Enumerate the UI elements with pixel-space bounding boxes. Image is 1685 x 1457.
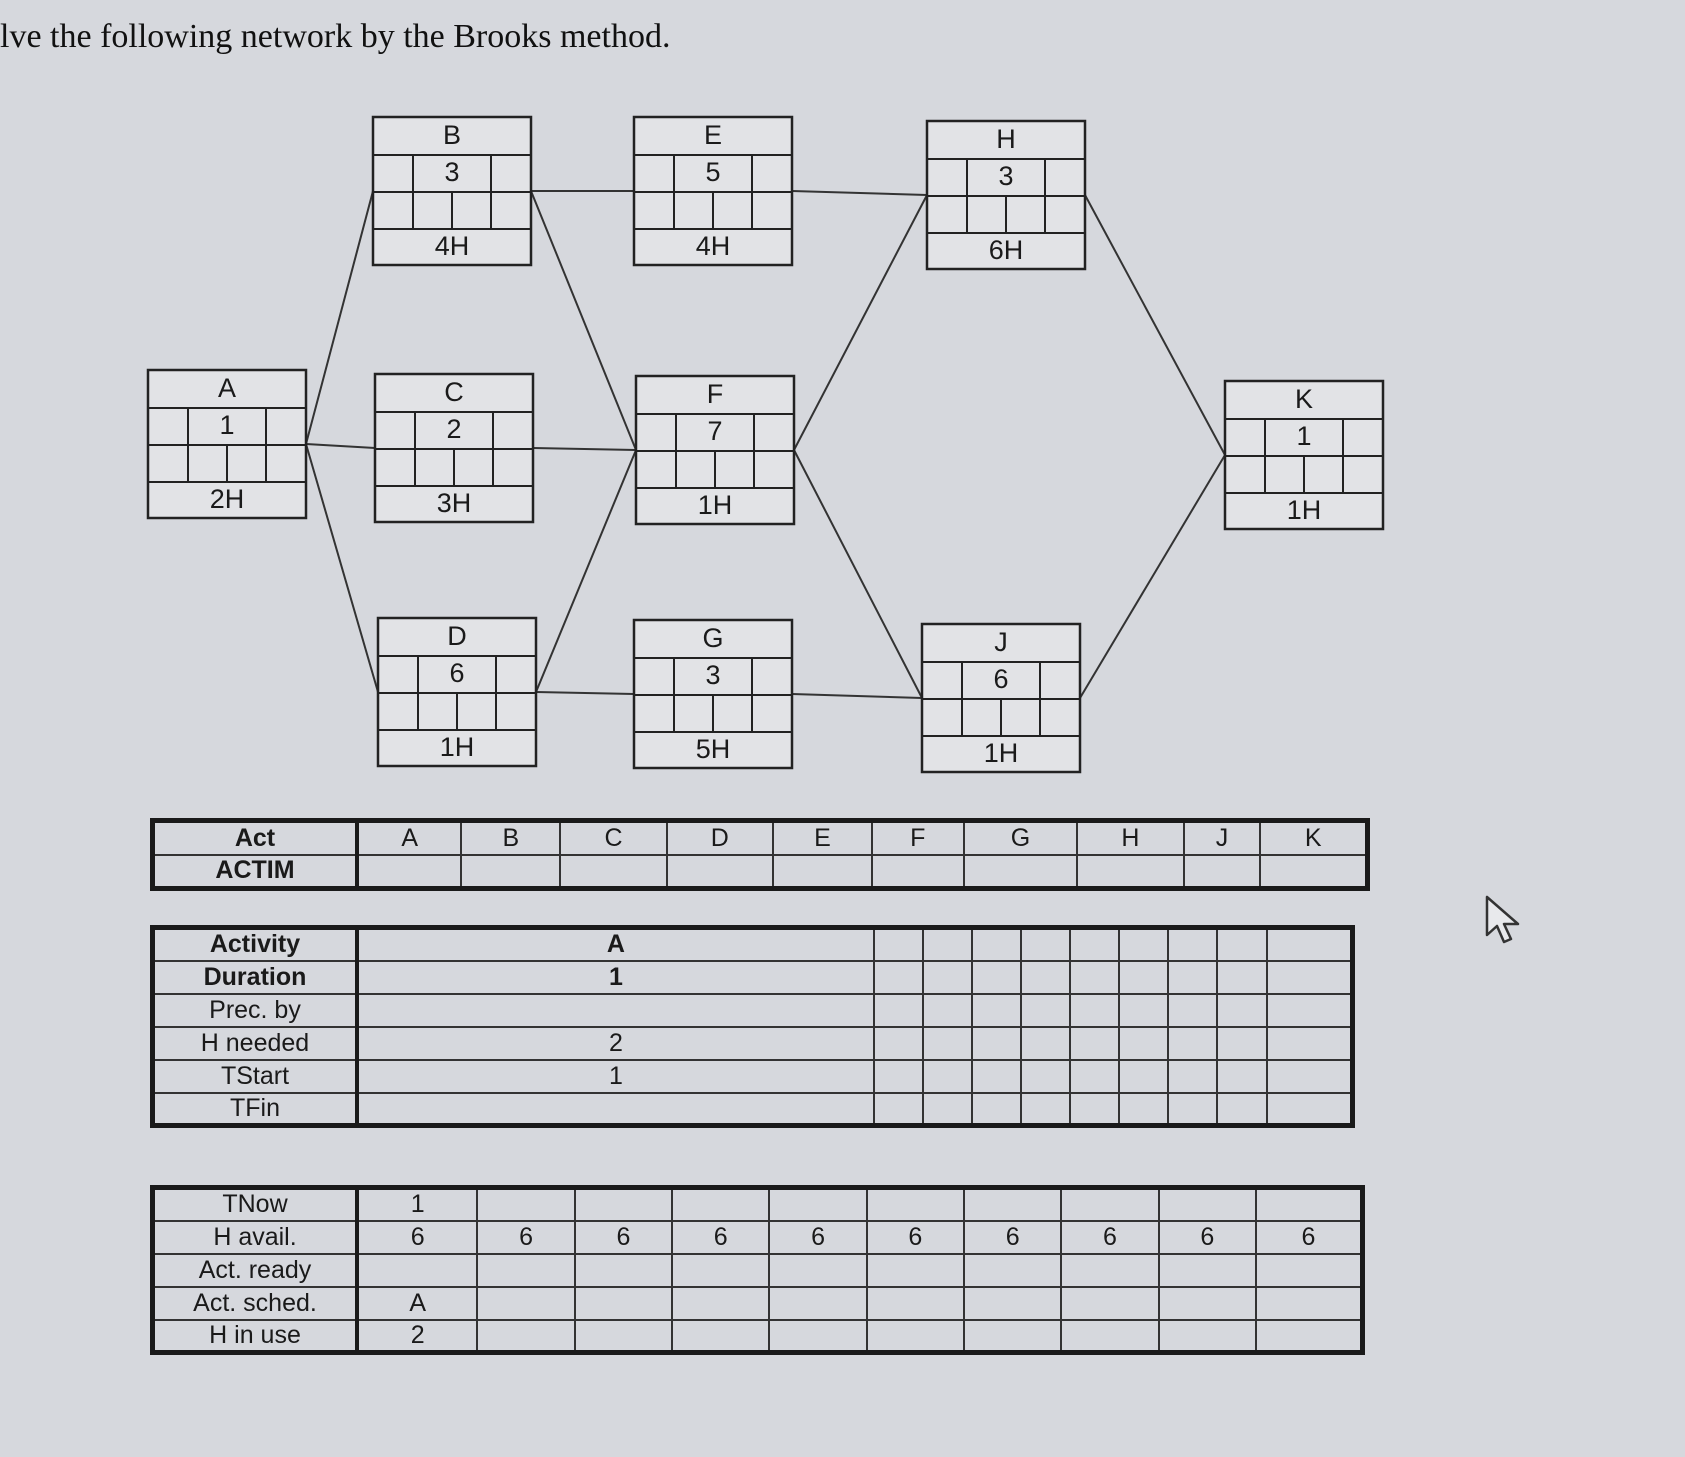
- schedule-table: [150, 1185, 1365, 1355]
- actim-col-b: B: [461, 821, 560, 855]
- schedule-cell: A: [357, 1287, 477, 1320]
- activity-cell: [1021, 1093, 1070, 1126]
- precedence-edge-b-f: [531, 191, 636, 450]
- activity-cell: [1119, 928, 1168, 961]
- precedence-edge-h-k: [1085, 195, 1225, 455]
- schedule-cell: [477, 1287, 574, 1320]
- actim-cell: [1077, 855, 1183, 889]
- node-duration: 3: [705, 660, 721, 691]
- node-duration: 7: [707, 416, 723, 447]
- activity-cell: [1021, 928, 1070, 961]
- schedule-cell: 6: [357, 1221, 477, 1254]
- arrow-cursor-icon: [1484, 895, 1524, 945]
- activity-cell: [1168, 961, 1217, 994]
- schedule-cell: [1256, 1254, 1363, 1287]
- activity-cell: [923, 1093, 972, 1126]
- activity-cell: [972, 1093, 1021, 1126]
- activity-cell: [874, 928, 923, 961]
- actim-cell: [872, 855, 964, 889]
- schedule-cell: [357, 1254, 477, 1287]
- activity-cell: [874, 994, 923, 1027]
- schedule-cell: [477, 1254, 574, 1287]
- activity-row-label: Prec. by: [153, 994, 358, 1027]
- precedence-edge-d-f: [536, 450, 636, 692]
- activity-cell: [1168, 1060, 1217, 1093]
- node-resources: 1H: [1286, 495, 1322, 526]
- precedence-edge-d-g: [536, 692, 634, 694]
- schedule-cell: [1256, 1320, 1363, 1353]
- schedule-cell: [769, 1188, 866, 1221]
- schedule-cell: 6: [964, 1221, 1061, 1254]
- schedule-cell: [477, 1188, 574, 1221]
- activity-node-j: [922, 624, 1080, 772]
- schedule-cell: [672, 1188, 769, 1221]
- schedule-cell: [575, 1254, 672, 1287]
- activity-cell: [1168, 994, 1217, 1027]
- activity-node-g: [634, 620, 792, 768]
- precedence-edge-c-f: [533, 448, 636, 450]
- activity-cell: [1267, 1027, 1353, 1060]
- activity-cell: [923, 1027, 972, 1060]
- schedule-cell: [672, 1320, 769, 1353]
- activity-cell: [1267, 1060, 1353, 1093]
- activity-node-d: [378, 618, 536, 766]
- actim-col-e: E: [773, 821, 872, 855]
- node-label: D: [447, 621, 467, 652]
- activity-cell: [1021, 961, 1070, 994]
- actim-cell: [1184, 855, 1261, 889]
- schedule-cell: [964, 1320, 1061, 1353]
- schedule-cell: 6: [575, 1221, 672, 1254]
- schedule-cell: [1061, 1188, 1158, 1221]
- actim-col-c: C: [560, 821, 666, 855]
- schedule-row-label: H avail.: [153, 1221, 358, 1254]
- node-resources: 3H: [436, 488, 472, 519]
- activity-node-h: [927, 121, 1085, 269]
- activity-row-label: TStart: [153, 1060, 358, 1093]
- activity-row-label: H needed: [153, 1027, 358, 1060]
- activity-row-label: Activity: [153, 928, 358, 961]
- activity-cell: [1021, 1060, 1070, 1093]
- actim-cell: [357, 855, 461, 889]
- activity-cell: [1267, 994, 1353, 1027]
- activity-cell: [1070, 994, 1119, 1027]
- schedule-cell: 6: [672, 1221, 769, 1254]
- node-duration: 6: [993, 664, 1009, 695]
- activity-cell: [1168, 1093, 1217, 1126]
- schedule-cell: [769, 1254, 866, 1287]
- schedule-cell: [769, 1287, 866, 1320]
- activity-row-label: Duration: [153, 961, 358, 994]
- actim-row-label-actim: ACTIM: [153, 855, 358, 889]
- schedule-cell: [867, 1188, 964, 1221]
- node-duration: 3: [444, 157, 460, 188]
- activity-cell: [357, 1093, 874, 1126]
- activity-cell: [874, 1060, 923, 1093]
- actim-table: [150, 818, 1370, 891]
- schedule-cell: [769, 1320, 866, 1353]
- schedule-row-label: Act. ready: [153, 1254, 358, 1287]
- node-label: C: [444, 377, 464, 408]
- activity-cell: [1267, 1093, 1353, 1126]
- activity-cell: [972, 928, 1021, 961]
- schedule-cell: [1159, 1320, 1256, 1353]
- activity-cell: [1217, 1027, 1266, 1060]
- activity-cell: A: [357, 928, 874, 961]
- actim-col-h: H: [1077, 821, 1183, 855]
- actim-col-f: F: [872, 821, 964, 855]
- node-label: E: [703, 120, 723, 151]
- activity-cell: [1267, 928, 1353, 961]
- node-resources: 4H: [434, 231, 470, 262]
- activity-row-label: TFin: [153, 1093, 358, 1126]
- activity-cell: [1070, 1060, 1119, 1093]
- activity-cell: [972, 1027, 1021, 1060]
- activity-cell: [1070, 1027, 1119, 1060]
- actim-cell: [964, 855, 1078, 889]
- schedule-row-label: H in use: [153, 1320, 358, 1353]
- node-resources: 1H: [439, 732, 475, 763]
- schedule-cell: [867, 1287, 964, 1320]
- node-duration: 1: [1296, 421, 1312, 452]
- schedule-cell: 6: [477, 1221, 574, 1254]
- activity-cell: 2: [357, 1027, 874, 1060]
- activity-cell: [1267, 961, 1353, 994]
- node-resources: 5H: [695, 734, 731, 765]
- activity-cell: [1217, 961, 1266, 994]
- schedule-cell: [575, 1320, 672, 1353]
- schedule-cell: [867, 1320, 964, 1353]
- activity-cell: [1119, 1060, 1168, 1093]
- activity-cell: [972, 994, 1021, 1027]
- schedule-cell: [575, 1188, 672, 1221]
- activity-node-f: [636, 376, 794, 524]
- actim-col-k: K: [1260, 821, 1367, 855]
- activity-cell: [1217, 1060, 1266, 1093]
- activity-node-a: [148, 370, 306, 518]
- node-label: K: [1294, 384, 1314, 415]
- schedule-cell: [672, 1254, 769, 1287]
- node-label: G: [702, 623, 724, 654]
- schedule-cell: 6: [867, 1221, 964, 1254]
- node-label: J: [994, 627, 1008, 658]
- activity-node-c: [375, 374, 533, 522]
- activity-cell: [923, 1060, 972, 1093]
- actim-cell: [773, 855, 872, 889]
- precedence-edge-a-b: [306, 191, 373, 444]
- activity-cell: [972, 961, 1021, 994]
- schedule-cell: 2: [357, 1320, 477, 1353]
- node-duration: 5: [705, 157, 721, 188]
- precedence-edge-e-h: [792, 191, 927, 195]
- activity-cell: [923, 994, 972, 1027]
- schedule-cell: [1256, 1287, 1363, 1320]
- node-resources: 1H: [983, 738, 1019, 769]
- actim-cell: [461, 855, 560, 889]
- actim-cell: [1260, 855, 1367, 889]
- node-resources: 2H: [209, 484, 245, 515]
- schedule-cell: [477, 1320, 574, 1353]
- activity-cell: [1119, 994, 1168, 1027]
- schedule-cell: 6: [1159, 1221, 1256, 1254]
- schedule-cell: 6: [1256, 1221, 1363, 1254]
- activity-table: [150, 925, 1355, 1128]
- schedule-cell: [672, 1287, 769, 1320]
- activity-cell: [1021, 1027, 1070, 1060]
- schedule-cell: [1061, 1287, 1158, 1320]
- activity-cell: [1217, 928, 1266, 961]
- node-resources: 1H: [697, 490, 733, 521]
- schedule-row-label: TNow: [153, 1188, 358, 1221]
- actim-cell: [560, 855, 666, 889]
- activity-node-k: [1225, 381, 1383, 529]
- precedence-edge-a-d: [306, 444, 378, 692]
- activity-cell: [874, 961, 923, 994]
- schedule-cell: [1159, 1287, 1256, 1320]
- schedule-cell: [1159, 1254, 1256, 1287]
- schedule-cell: [1061, 1254, 1158, 1287]
- activity-cell: [923, 961, 972, 994]
- activity-cell: 1: [357, 961, 874, 994]
- node-label: B: [442, 120, 462, 151]
- node-duration: 3: [998, 161, 1014, 192]
- node-duration: 1: [219, 410, 235, 441]
- node-resources: 6H: [988, 235, 1024, 266]
- node-label: F: [706, 379, 724, 410]
- actim-col-j: J: [1184, 821, 1261, 855]
- activity-cell: [1119, 961, 1168, 994]
- activity-cell: [1070, 961, 1119, 994]
- node-duration: 2: [446, 414, 462, 445]
- activity-cell: [1070, 928, 1119, 961]
- precedence-edge-f-h: [794, 195, 927, 450]
- precedence-edge-f-j: [794, 450, 922, 698]
- activity-cell: [1070, 1093, 1119, 1126]
- schedule-cell: [1256, 1188, 1363, 1221]
- activity-cell: [1168, 928, 1217, 961]
- activity-cell: [1217, 1093, 1266, 1126]
- node-duration: 6: [449, 658, 465, 689]
- schedule-cell: 6: [1061, 1221, 1158, 1254]
- schedule-cell: [1061, 1320, 1158, 1353]
- activity-cell: [874, 1093, 923, 1126]
- actim-col-a: A: [357, 821, 461, 855]
- activity-cell: [1168, 1027, 1217, 1060]
- activity-cell: 1: [357, 1060, 874, 1093]
- node-resources: 4H: [695, 231, 731, 262]
- activity-cell: [1021, 994, 1070, 1027]
- schedule-cell: [964, 1287, 1061, 1320]
- actim-row-label-act: Act: [153, 821, 358, 855]
- activity-cell: [1217, 994, 1266, 1027]
- actim-col-d: D: [667, 821, 773, 855]
- node-label: H: [996, 124, 1016, 155]
- problem-title: lve the following network by the Brooks method.: [0, 18, 671, 55]
- activity-cell: [874, 1027, 923, 1060]
- schedule-cell: [867, 1254, 964, 1287]
- activity-node-b: [373, 117, 531, 265]
- precedence-edge-g-j: [792, 694, 922, 698]
- activity-cell: [1119, 1093, 1168, 1126]
- schedule-cell: [1159, 1188, 1256, 1221]
- activity-cell: [1119, 1027, 1168, 1060]
- precedence-edge-a-c: [306, 444, 375, 448]
- schedule-row-label: Act. sched.: [153, 1287, 358, 1320]
- schedule-cell: 1: [357, 1188, 477, 1221]
- schedule-cell: [964, 1188, 1061, 1221]
- activity-cell: [357, 994, 874, 1027]
- node-label: A: [217, 373, 237, 404]
- activity-node-e: [634, 117, 792, 265]
- actim-cell: [667, 855, 773, 889]
- activity-cell: [923, 928, 972, 961]
- precedence-edge-j-k: [1080, 455, 1225, 698]
- activity-cell: [972, 1060, 1021, 1093]
- schedule-cell: [964, 1254, 1061, 1287]
- actim-col-g: G: [964, 821, 1078, 855]
- schedule-cell: [575, 1287, 672, 1320]
- schedule-cell: 6: [769, 1221, 866, 1254]
